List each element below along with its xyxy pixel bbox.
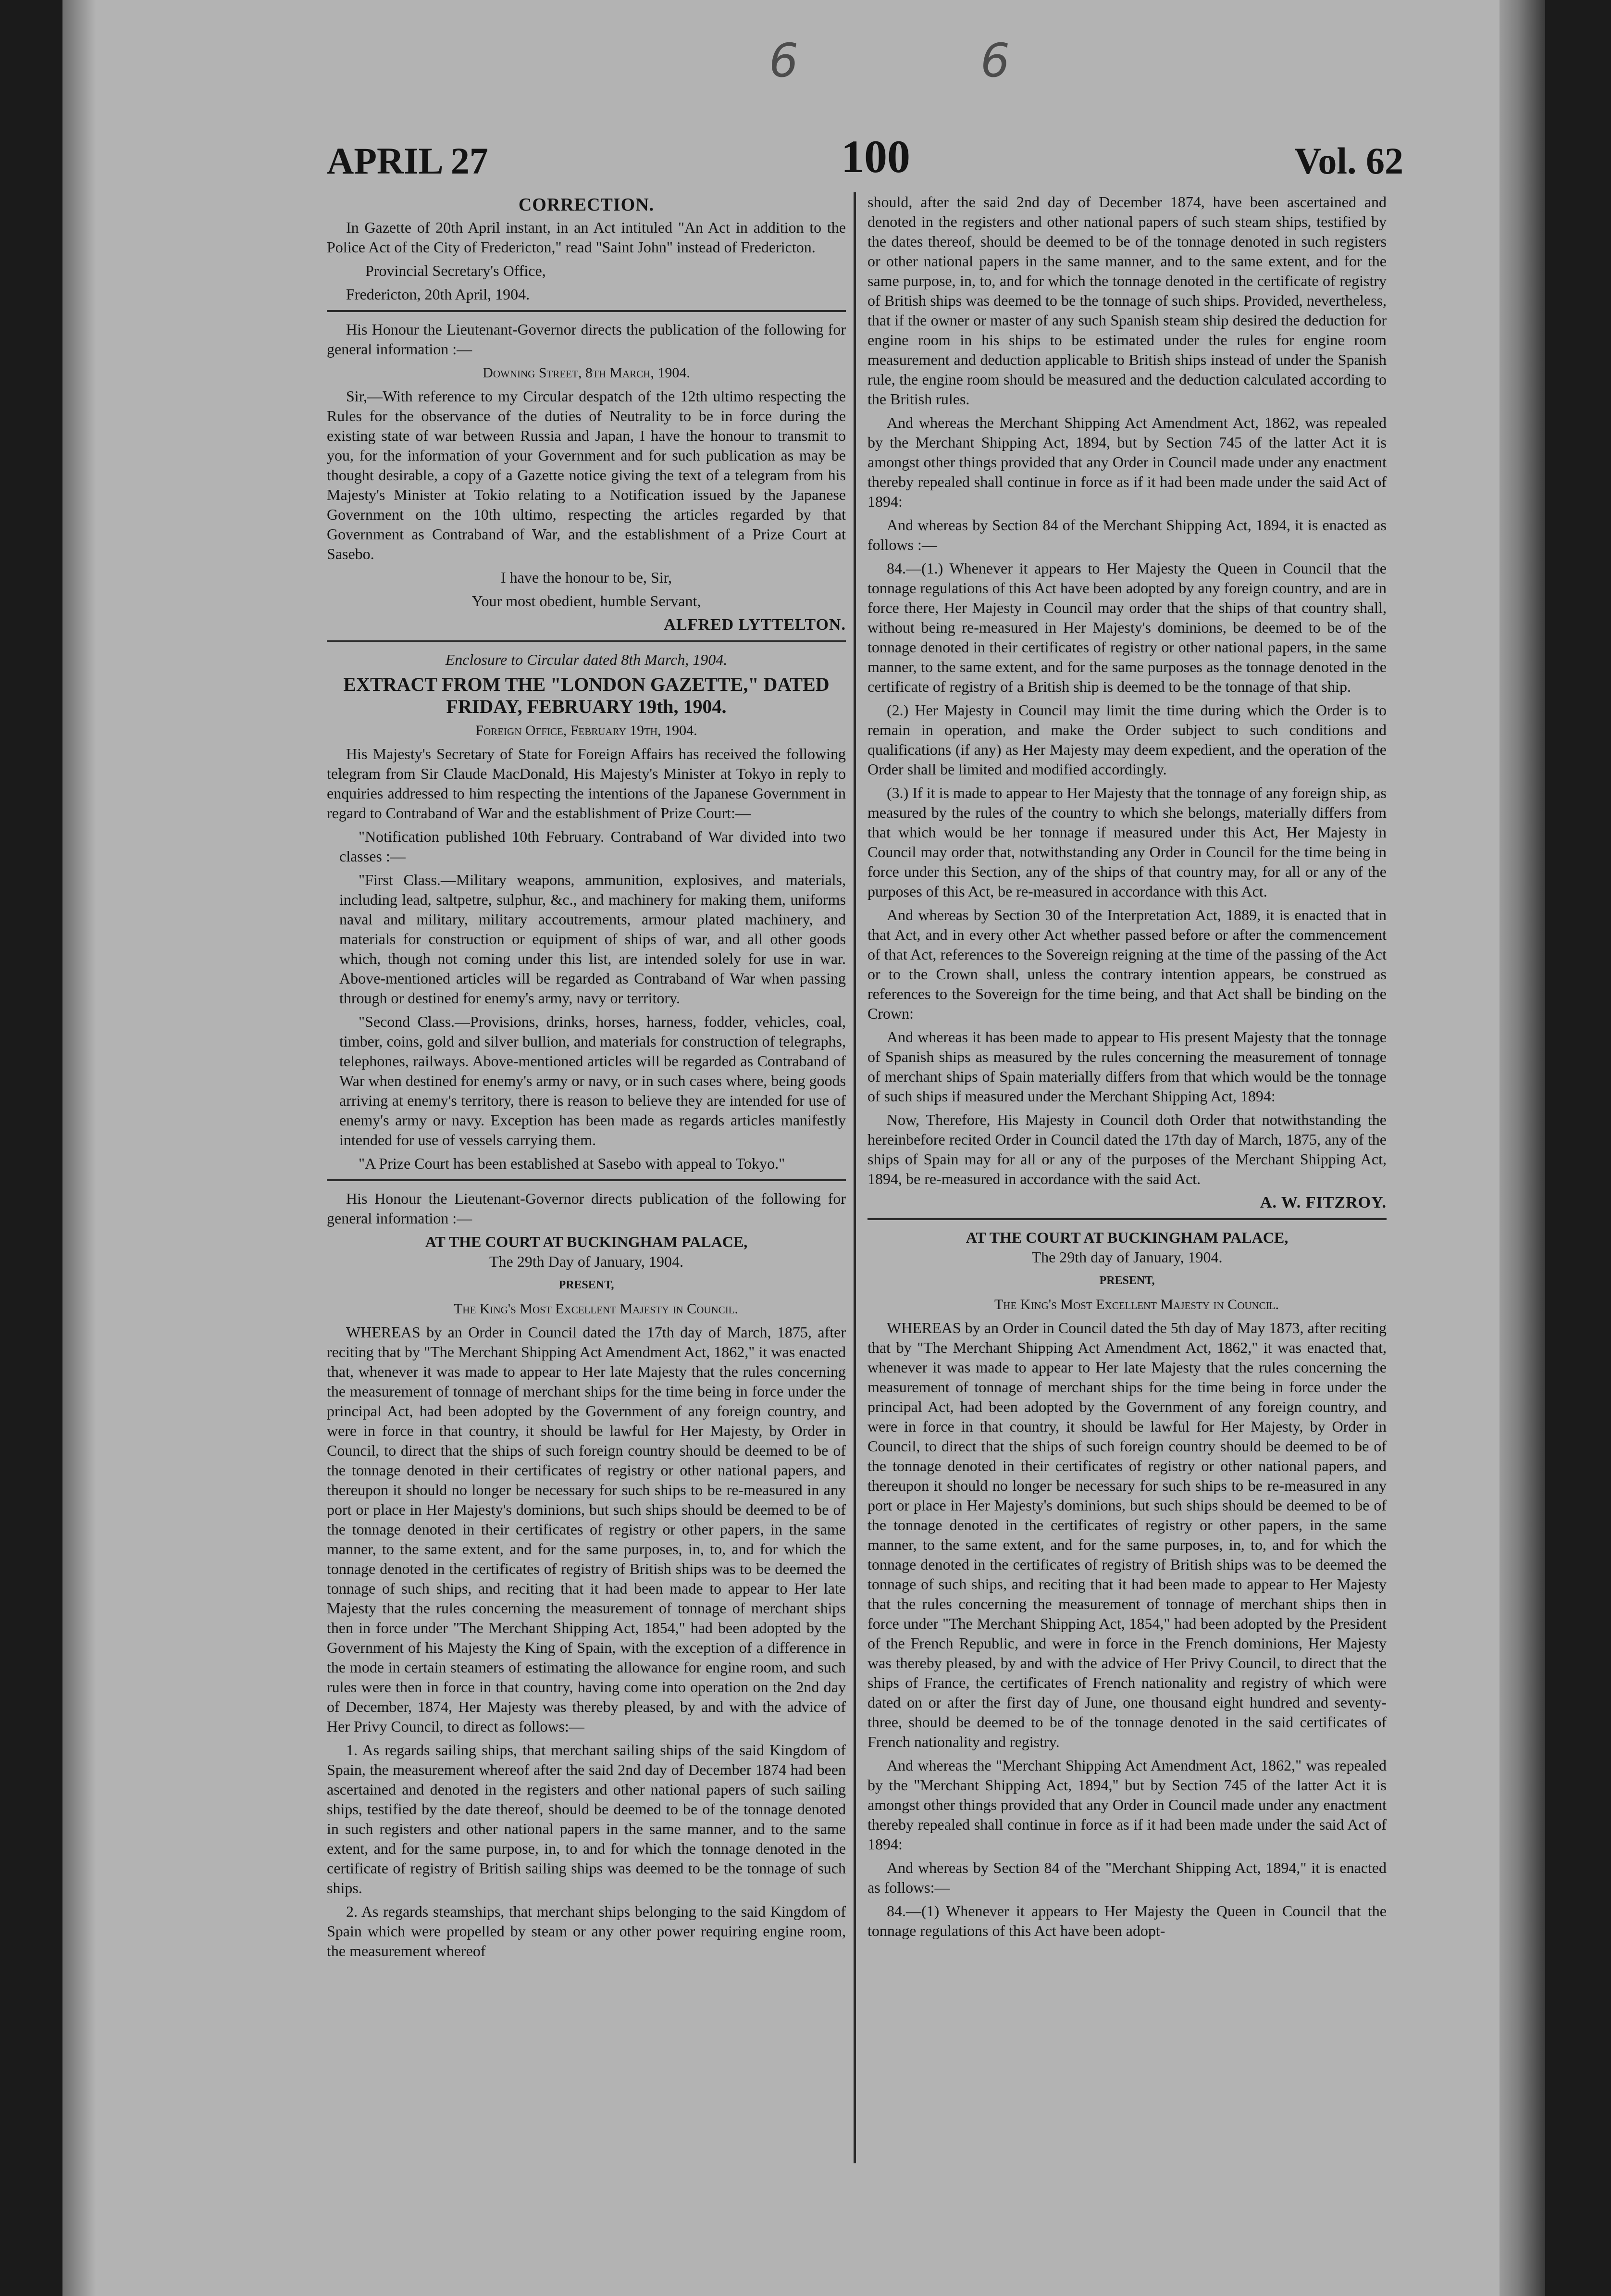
notice2-court: AT THE COURT AT BUCKINGHAM PALACE,	[425, 1233, 748, 1250]
enclosure-caption: Enclosure to Circular dated 8th March, 1904.	[445, 651, 728, 668]
enclosure-quote: "A Prize Court has been established at Sasebo with appeal to Tokyo."	[359, 1155, 785, 1172]
enclosure-dateline: Foreign Office, February 19th, 1904.	[475, 723, 697, 738]
right-whereas: WHEREAS by an Order in Council dated the 5th day of May 1873, after reciting that by "The Merchant Shipping Act Amendment Act, 1862," it was enacted that, whenever it was made to appear to Her late Majesty that the rules concerning the measurement of tonnage of merchant ships for the time being in force under the principal Act, had been adopted by the Government of any foreign country, and were in force in that country, it should be lawful for Her Majesty, by Order in Council, to direct that the ships of such foreign country should be deemed to be of the tonnage denoted in their certificates of registry or other national papers, and thereupon it should no longer be necessary for such ships to be re-measured in any port or place in Her Majesty's dominions, but such ships should be deemed to be of the tonnage denoted in the certificates of registry or other papers, in the same manner, to the same extent, and for the same purposes, in, to, and for which the tonnage denoted in the certificates of registry of British ships was to be deemed the tonnage of such ships, and reciting that it had been made to appear to Her Majesty that the rules concerning the measurement of tonnage of merchant ships then in force under "The Merchant Shipping Act, 1854," had been adopted by the President of the French Republic, and were in force in the French dominions, Her Majesty was thereby pleased, by and with the advice of Her Privy Council, to direct that the ships of France, the certificates of French nationality and registry of which were dated on or after the first day of June, one thousand eight hundred and seventy-three, should be deemed to be of the tonnage denoted in the said certificates of French nationality and registry.	[867, 1319, 1387, 1750]
page-edge	[1499, 0, 1545, 2296]
enclosure-title: EXTRACT FROM THE "LONDON GAZETTE," DATED FRIDAY, FEBRUARY 19th, 1904.	[343, 674, 830, 717]
correction-title: CORRECTION.	[518, 195, 655, 215]
notice1-intro: His Honour the Lieutenant-Governor directs the publication of the following for general information :—	[327, 321, 846, 358]
correction-office: Provincial Secretary's Office,	[365, 262, 546, 279]
notice2-date: The 29th Day of January, 1904.	[489, 1253, 684, 1270]
binding-shadow	[62, 0, 96, 2296]
right-order-paragraph: Now, Therefore, His Majesty in Council doth Order that notwithstanding the hereinbefore recited Order in Council dated the 17th day of March, 1875, any of the ships of Spain may for all or any of the purposes of the Merchant Shipping Act, 1894, be re-measured in accordance with the said Act.	[867, 1111, 1387, 1187]
notice2-present: PRESENT,	[558, 1279, 614, 1291]
section-rule	[327, 640, 846, 642]
right-present: PRESENT,	[1099, 1274, 1155, 1287]
notice2-majesty: The King's Most Excellent Majesty in Council.	[453, 1301, 739, 1317]
notice1-closing2: Your most obedient, humble Servant,	[471, 592, 701, 610]
section-rule	[327, 1179, 846, 1181]
right-paragraph: And whereas by Section 30 of the Interpretation Act, 1889, it is enacted that in that Act, and in every other Act whether passed before or after the commencement of that Act, references to the Sovereign reigning at the time of the passing of the Act or to the Crown shall, unless the contrary intention appears, be construed as references to the Sovereign for the time being, and that Act shall be binding on the Crown:	[867, 906, 1387, 1022]
fitzroy-signature: A. W. FITZROY.	[1260, 1194, 1387, 1211]
notice2-whereas: WHEREAS by an Order in Council dated the 17th day of March, 1875, after reciting that by "The Merchant Shipping Act Amendment Act, 1862," it was enacted that, whenever it was made to appear to Her late Majesty that the rules concerning the measurement of tonnage of merchant ships for the time being in force under the principal Act, had been adopted by the Government of any foreign country, and were in force in that country, it should be lawful for Her Majesty, by Order in Council, to direct that the ships of such foreign country should be deemed to be of the tonnage denoted in their certificates of registry or other national papers, and thereupon it should no longer be necessary for such ships to be re-measured in any port or place in Her Majesty's dominions, but such ships should be deemed to be of the tonnage denoted in their certificates of registry or other papers, in the same manner, to the same extent, and for the same purposes, in, to, and for which the tonnage denoted in the certificates of registry of British ships was to be deemed the tonnage of such ships, and reciting that it had been made to appear to Her late Majesty that the rules concerning the measurement of tonnage of merchant ships then in force under "The Merchant Shipping Act, 1854," had been adopted by the Government of his Majesty the King of Spain, with the exception of a difference in the mode in certain steamers of estimating the allowance for engine room, and such rules were then in force in that country, having come into operation on the 2nd day of December, 1874, Her Majesty was thereby pleased, by and with the advice of Her Privy Council, to direct as follows:—	[327, 1323, 846, 1735]
page-header	[327, 130, 1403, 197]
right-paragraph: And whereas the "Merchant Shipping Act Amendment Act, 1862," was repealed by the "Merchant Shipping Act, 1894," but by Section 745 of the latter Act it is amongst other things provided that any Order in Council made under any enactment thereby repealed shall continue in force as if it had been made under the said Act of 1894:	[867, 1757, 1387, 1853]
right-paragraph: And whereas it has been made to appear to His present Majesty that the tonnage of Spanish ships as measured by the rules concerning the measurement of tonnage of merchant ships of Spain materially differs from that which would be the tonnage of such ships if measured under the Merchant Shipping Act, 1894:	[867, 1028, 1387, 1105]
pencil-mark-right: 6	[980, 34, 1010, 87]
left-column	[327, 192, 846, 2250]
enclosure-quote: "Notification published 10th February. Contraband of War divided into two classes :—	[339, 828, 846, 865]
pencil-mark-left: 6	[769, 34, 799, 87]
right-paragraph: And whereas the Merchant Shipping Act Amendment Act, 1862, was repealed by the Merchant Shipping Act, 1894, but by Section 745 of the latter Act it is amongst other things provided that any Order in Council made under any enactment thereby repealed shall continue in force as if it had been made under the said Act of 1894:	[867, 414, 1387, 510]
correction-place-date: Fredericton, 20th April, 1904.	[346, 286, 530, 303]
enclosure-quote: "Second Class.—Provisions, drinks, horses, harness, fodder, vehicles, coal, timber, coins, gold and silver bullion, and materials for construction of telegraphs, telephones, railways. Above-mentioned articles will be regarded as Contraband of War when destined for enemy's army or navy, or in such cases where, being goods arriving at enemy's territory, there is reason to believe they are intended for use of enemy's army or navy. Exception has been made as regards articles manifestly intended for use of vessels carrying them.	[339, 1013, 846, 1148]
right-paragraph: 84.—(1) Whenever it appears to Her Majesty the Queen in Council that the tonnage regulations of this Act have been adopt-	[867, 1902, 1387, 1939]
notice2-item1: 1. As regards sailing ships, that merchant sailing ships of the said Kingdom of Spain, the measurement whereof after the said 2nd day of December 1874 had been ascertained and denoted in the registers and other national papers of such sailing ships, testified by the date thereof, should be deemed to be of the tonnage denoted in such registers and other national papers in the same manner, and to the same extent, and for the same purpose, in, to and for which the tonnage denoted in the certificate of registry of British sailing ships was deemed to be the tonnage of such ships.	[327, 1741, 846, 1897]
notice1-dateline: Downing Street, 8th March, 1904.	[483, 365, 690, 381]
right-paragraph: And whereas by Section 84 of the Merchant Shipping Act, 1894, it is enacted as follows :—	[867, 516, 1387, 553]
notice2-intro: His Honour the Lieutenant-Governor directs publication of the following for general information :—	[327, 1190, 846, 1227]
header-date: APRIL 27	[327, 140, 488, 182]
correction-body: In Gazette of 20th April instant, in an Act intituled "An Act in addition to the Police Act of the City of Fredericton," read "Saint John" instead of Fredericton.	[327, 219, 846, 256]
right-majesty: The King's Most Excellent Majesty in Council.	[994, 1297, 1279, 1312]
section-rule	[867, 1218, 1387, 1220]
enclosure-quote: "First Class.—Military weapons, ammunition, explosives, and materials, including lead, saltpetre, sulphur, &c., and machinery for making them, uniforms naval and military, military accoutrements, armour plated machinery, and materials for construction or equipment of ships of war, and all other goods which, though not coming under this list, are intended solely for use in war. Above-mentioned articles will be regarded as Contraband of War when passing through or destined for enemy's army, navy or territory.	[339, 871, 846, 1007]
header-volume: Vol. 62	[1294, 140, 1403, 182]
enclosure-body: His Majesty's Secretary of State for Foreign Affairs has received the following telegram from Sir Claude MacDonald, His Majesty's Minister at Tokyo in reply to enquiries addressed to him respecting the intentions of the Japanese Government in regard to Contraband of War and the establishment of Prize Court:—	[327, 745, 846, 822]
section84-clause2: (2.) Her Majesty in Council may limit the time during which the Order is to remain in operation, and make the Order subject to such conditions and qualifications (if any) as Her Majesty may deem expedient, and the operation of the Order shall be limited and modified accordingly.	[867, 701, 1387, 778]
notice2-item2: 2. As regards steamships, that merchant ships belonging to the said Kingdom of Spain which were propelled by steam or any other power requiring engine room, the measurement whereof	[327, 1903, 846, 1959]
notice1-signature: ALFRED LYTTELTON.	[664, 616, 846, 634]
right-continuation: should, after the said 2nd day of December 1874, have been ascertained and denoted in the registers and other national papers of such steam ships, testified by the dates thereof, should be deemed to be of the tonnage denoted in such registers or other national papers in the same manner, and to the same extent, and for the same purpose, in, to, and for which the tonnage denoted in the certificate of registry of British ships was deemed to be the tonnage of such ships. Provided, nevertheless, that if the owner or master of any such Spanish steam ship desired the deduction for engine room in his ships to be estimated under the rules for engine room measurement and deduction applicable to British ships instead of under the Spanish rule, the engine room should be measured and the deduction calculated according to the British rules.	[867, 193, 1387, 408]
column-divider	[854, 192, 856, 2163]
notice1-body: Sir,—With reference to my Circular despatch of the 12th ultimo respecting the Rules for the observance of the duties of Neutrality to be in force during the existing state of war between Russia and Japan, I have the honour to transmit to you, for the information of your Government and for such publication as may be thought desirable, a copy of a Gazette notice giving the text of a telegram from his Majesty's Minister at Tokio relating to a Notification issued by the Japanese Government on the 10th ultimo, respecting the articles regarded by that Government as Contraband of War, and the establishment of a Prize Court at Sasebo.	[327, 387, 846, 562]
section-rule	[327, 310, 846, 312]
right-court-date: The 29th day of January, 1904.	[1031, 1248, 1223, 1266]
right-court: AT THE COURT AT BUCKINGHAM PALACE,	[966, 1229, 1289, 1246]
right-paragraph: And whereas by Section 84 of the "Merchant Shipping Act, 1894," it is enacted as follows:—	[867, 1859, 1387, 1896]
notice1-closing1: I have the honour to be, Sir,	[501, 569, 672, 586]
section84-clause1: 84.—(1.) Whenever it appears to Her Majesty the Queen in Council that the tonnage regulations of this Act have been adopted by any foreign country, and are in force there, Her Majesty in Council may order that the ships of that country shall, without being re-measured in Her Majesty's dominions, be deemed to be of the tonnage denoted in their certificates of registry or other national papers, in the same manner, to the same extent, and for the same purposes as the tonnage denoted in the certificate of registry of a British ship is deemed to be the tonnage of that ship.	[867, 560, 1387, 695]
right-column	[867, 192, 1387, 2250]
header-page-number: 100	[841, 131, 910, 182]
section84-clause3: (3.) If it is made to appear to Her Majesty that the tonnage of any foreign ship, as measured by the rules of the country to which she belongs, materially differs from that which would be her tonnage if measured under this Act, Her Majesty in Council may order that, notwithstanding any Order in Council for the time being in force under this Section, any of the ships of that country may, for all or any of the purposes of this Act, be re-measured in accordance with this Act.	[867, 784, 1387, 900]
